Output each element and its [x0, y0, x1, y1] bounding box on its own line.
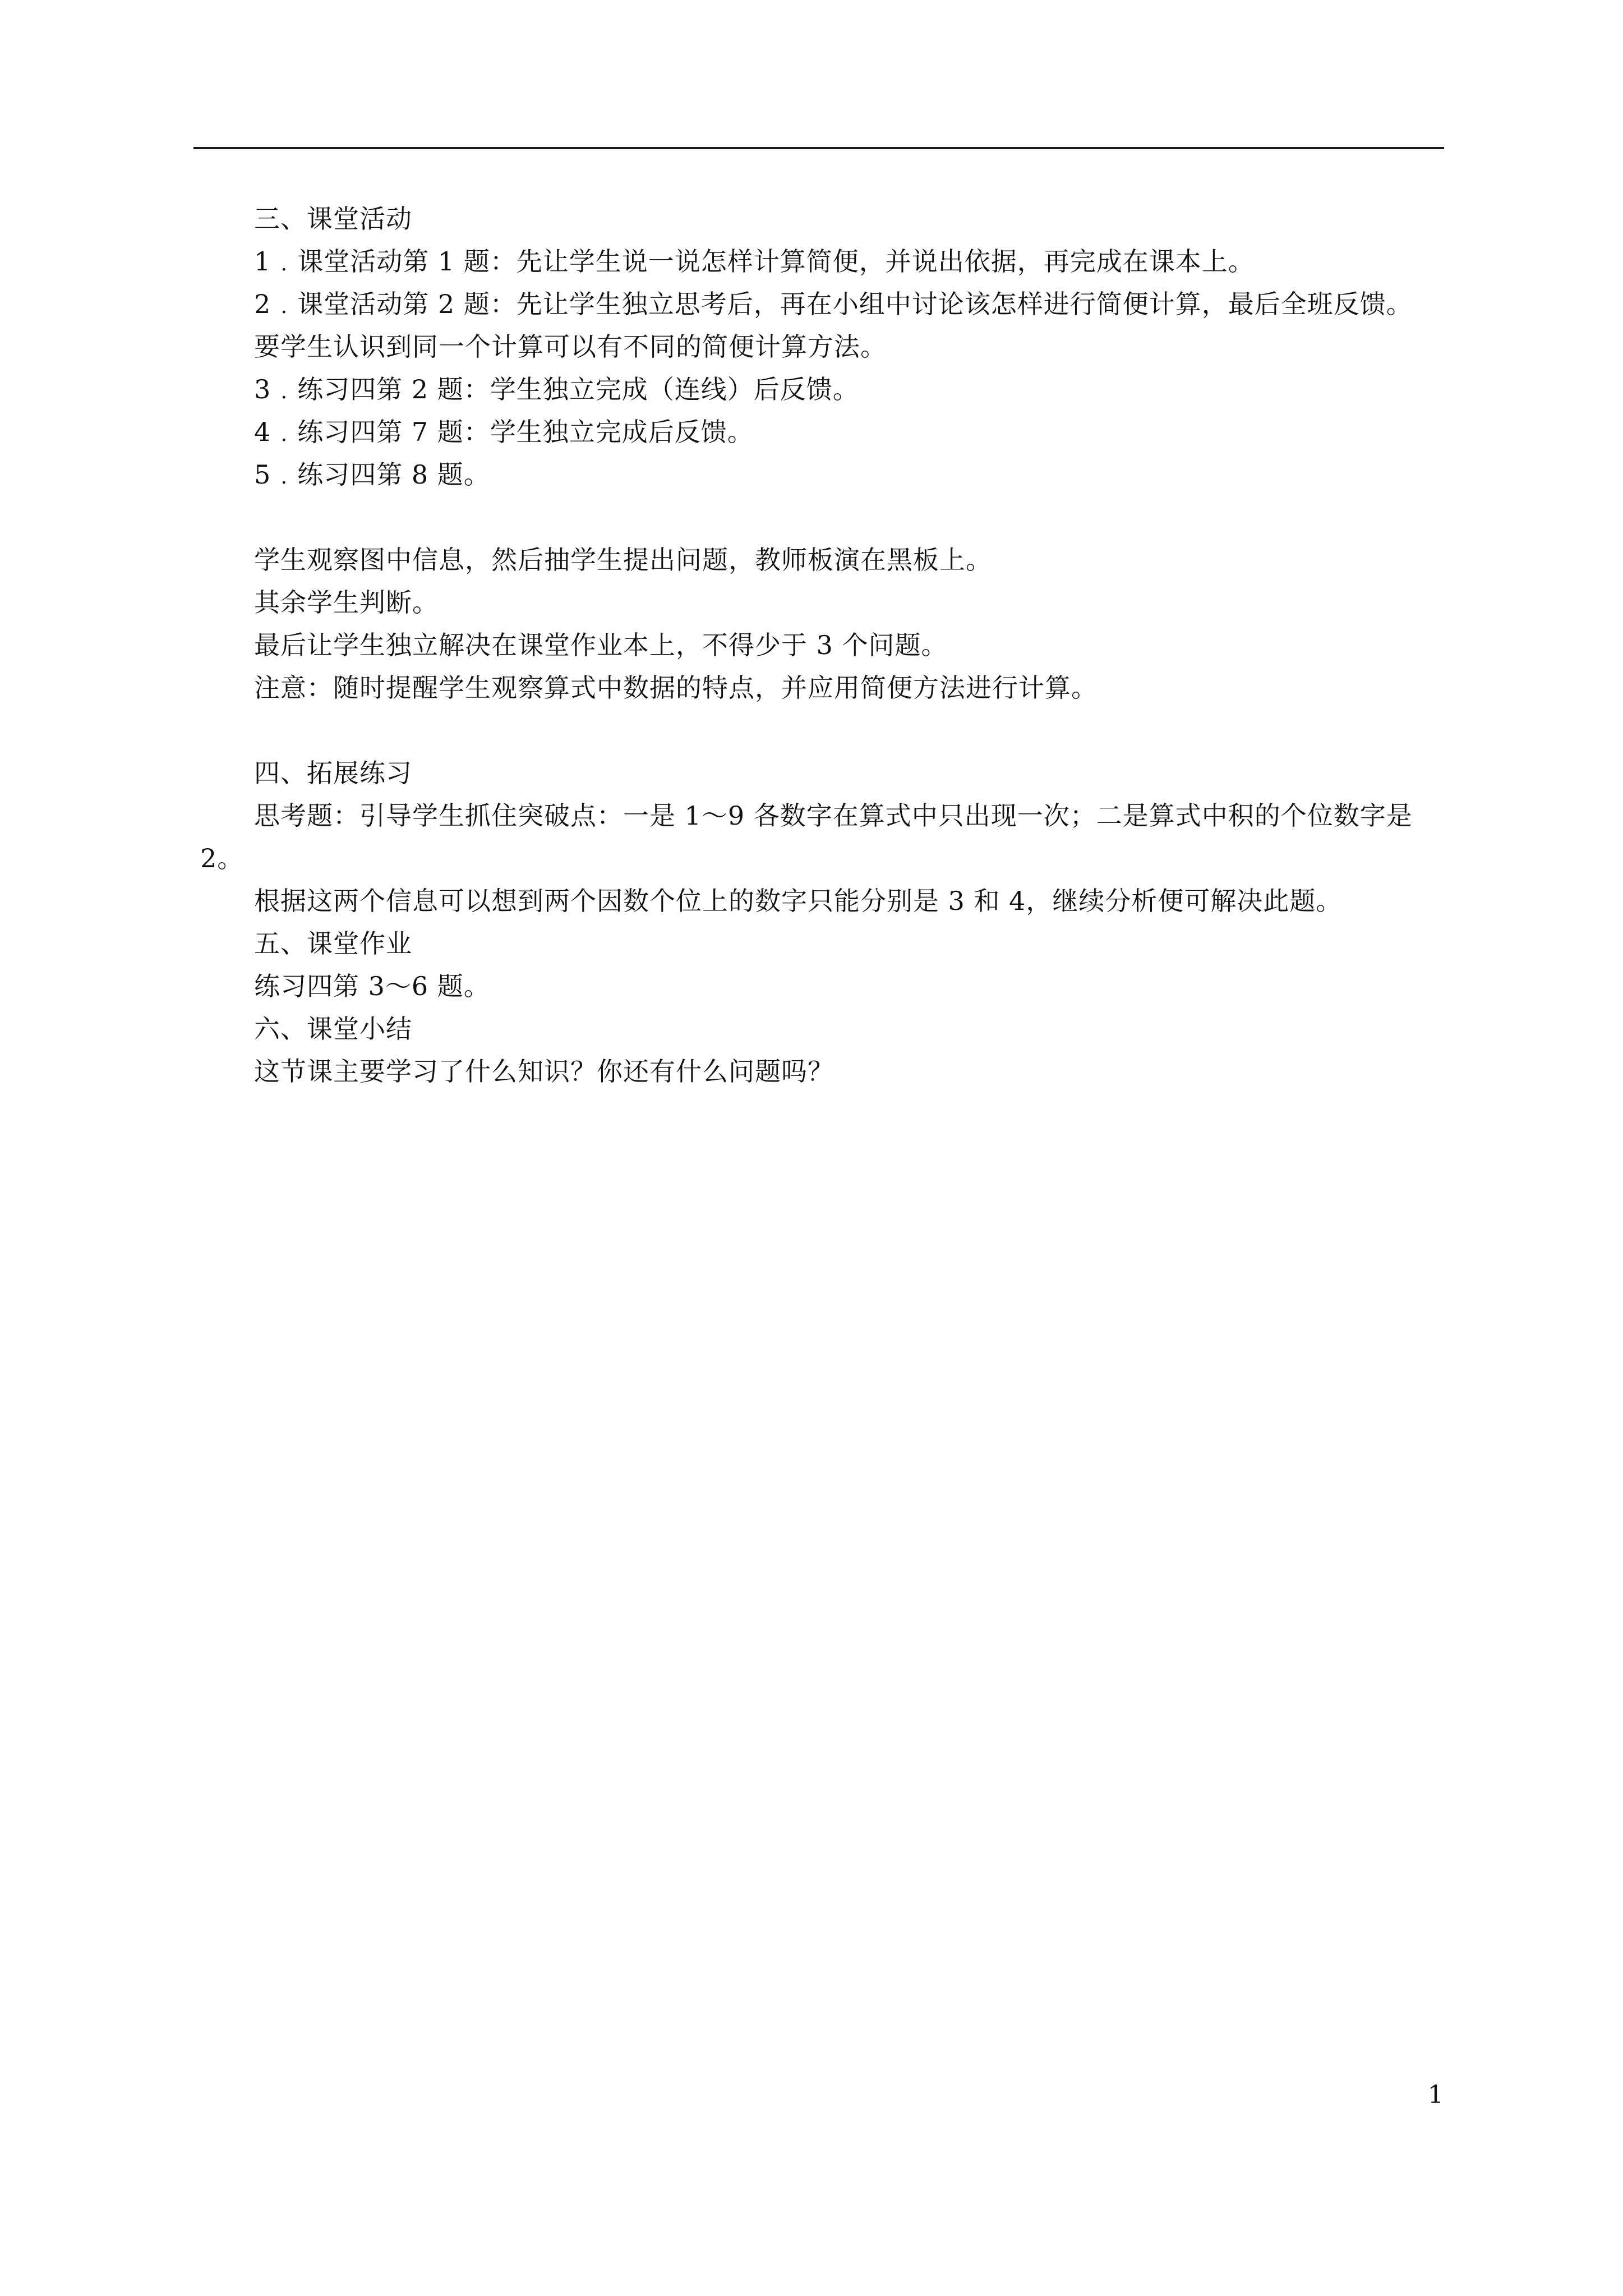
- activity-note: 要学生认识到同一个计算可以有不同的简便计算方法。: [254, 332, 887, 362]
- paragraph-gap: [200, 709, 1445, 752]
- summary-question: 这节课主要学习了什么知识？你还有什么问题吗？: [254, 1056, 834, 1087]
- activity-item-4: 4﹒练习四第 7 题：学生独立完成后反馈。: [254, 417, 754, 447]
- header-rule: [193, 147, 1444, 149]
- section-heading-classroom-homework: 五、课堂作业: [254, 928, 412, 959]
- activity-item-1: 1﹒课堂活动第 1 题：先让学生说一说怎样计算简便，并说出依据，再完成在课本上。: [254, 246, 1255, 277]
- observation-paragraph: 学生观察图中信息，然后抽学生提出问题，教师板演在黑板上。: [254, 545, 992, 575]
- activity-item-2: 2﹒课堂活动第 2 题：先让学生独立思考后，再在小组中讨论该怎样进行简便计算，最后全班反馈。: [254, 289, 1413, 319]
- section-heading-class-summary: 六、课堂小结: [254, 1014, 412, 1044]
- homework-exercises: 练习四第 3～6 题。: [254, 971, 490, 1001]
- activity-item-5: 5﹒练习四第 8 题。: [254, 459, 490, 490]
- section-heading-classroom-activities: 三、课堂活动: [254, 204, 412, 234]
- homework-in-class-paragraph: 最后让学生独立解决在课堂作业本上，不得少于 3 个问题。: [254, 630, 948, 660]
- paragraph-gap: [200, 496, 1445, 539]
- activity-item-3: 3﹒练习四第 2 题：学生独立完成（连线）后反馈。: [254, 374, 859, 404]
- document-body: [200, 197, 1445, 1093]
- judgement-paragraph: 其余学生判断。: [254, 587, 439, 618]
- attention-note: 注意：随时提醒学生观察算式中数据的特点，并应用简便方法进行计算。: [254, 673, 1098, 703]
- section-heading-extension-practice: 四、拓展练习: [254, 758, 412, 788]
- page-number: 1: [1428, 2081, 1444, 2109]
- thinking-question: 思考题：引导学生抓住突破点：一是 1～9 各数字在算式中只出现一次；二是算式中积的个位数字是 2。: [200, 800, 1422, 873]
- thinking-question-hint: 根据这两个信息可以想到两个因数个位上的数字只能分别是 3 和 4，继续分析便可解决此题。: [254, 886, 1343, 916]
